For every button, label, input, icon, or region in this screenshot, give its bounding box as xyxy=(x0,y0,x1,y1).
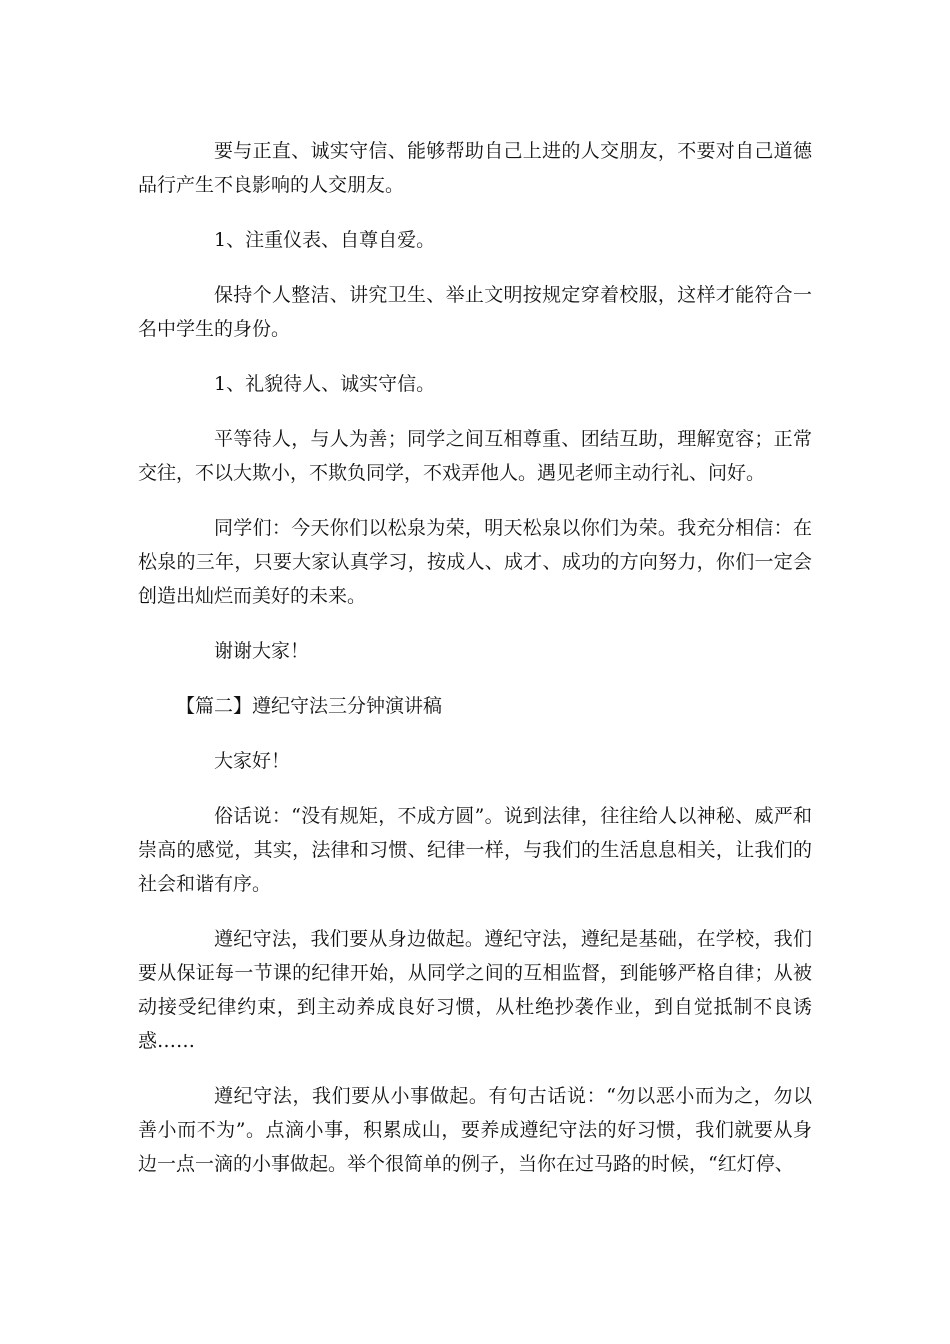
section-heading: 【篇二】遵纪守法三分钟演讲稿 xyxy=(176,695,443,717)
paragraph-proverb: 俗话说：“没有规矩，不成方圆”。说到法律，往往给人以神秘、威严和崇高的感觉，其实，法律和习惯、纪律一样，与我们的生活息息相关，让我们的社会和谐有序。 xyxy=(138,805,812,895)
paragraph-equality: 平等待人，与人为善；同学之间互相尊重、团结互助，理解宽容；正常交往，不以大欺小，不欺负同学，不戏弄他人。遇见老师主动行礼、问好。 xyxy=(138,428,812,484)
paragraph-thanks: 谢谢大家！ xyxy=(214,640,310,662)
paragraph-greeting: 大家好！ xyxy=(214,750,291,772)
paragraph-tidiness: 保持个人整洁、讲究卫生、举止文明按规定穿着校服，这样才能符合一名中学生的身份。 xyxy=(138,284,812,340)
paragraph-small-things: 遵纪守法，我们要从小事做起。有句古话说：“勿以恶小而为之，勿以善小而不为”。点滴小事，积累成山，要养成遵纪守法的好习惯，我们就要从身边一点一滴的小事做起。举个很简单的例子，当你在过马路的时候，“红灯停、 xyxy=(138,1085,812,1175)
point-courtesy: 1、礼貌待人、诚实守信。 xyxy=(214,373,436,395)
point-appearance: 1、注重仪表、自尊自爱。 xyxy=(214,229,436,251)
paragraph-discipline: 遵纪守法，我们要从身边做起。遵纪守法，遵纪是基础，在学校，我们要从保证每一节课的纪律开始，从同学之间的互相监督，到能够严格自律；从被动接受纪律约束，到主动养成良好习惯，从杜绝抄袭作业，到自觉抵制不良诱惑…… xyxy=(138,928,812,1052)
paragraph-friends: 要与正直、诚实守信、能够帮助自己上进的人交朋友，不要对自己道德品行产生不良影响的人交朋友。 xyxy=(138,140,812,196)
paragraph-students: 同学们：今天你们以松泉为荣，明天松泉以你们为荣。我充分相信：在松泉的三年，只要大家认真学习，按成人、成才、成功的方向努力，你们一定会创造出灿烂而美好的未来。 xyxy=(138,517,812,607)
document-body xyxy=(138,134,812,1202)
